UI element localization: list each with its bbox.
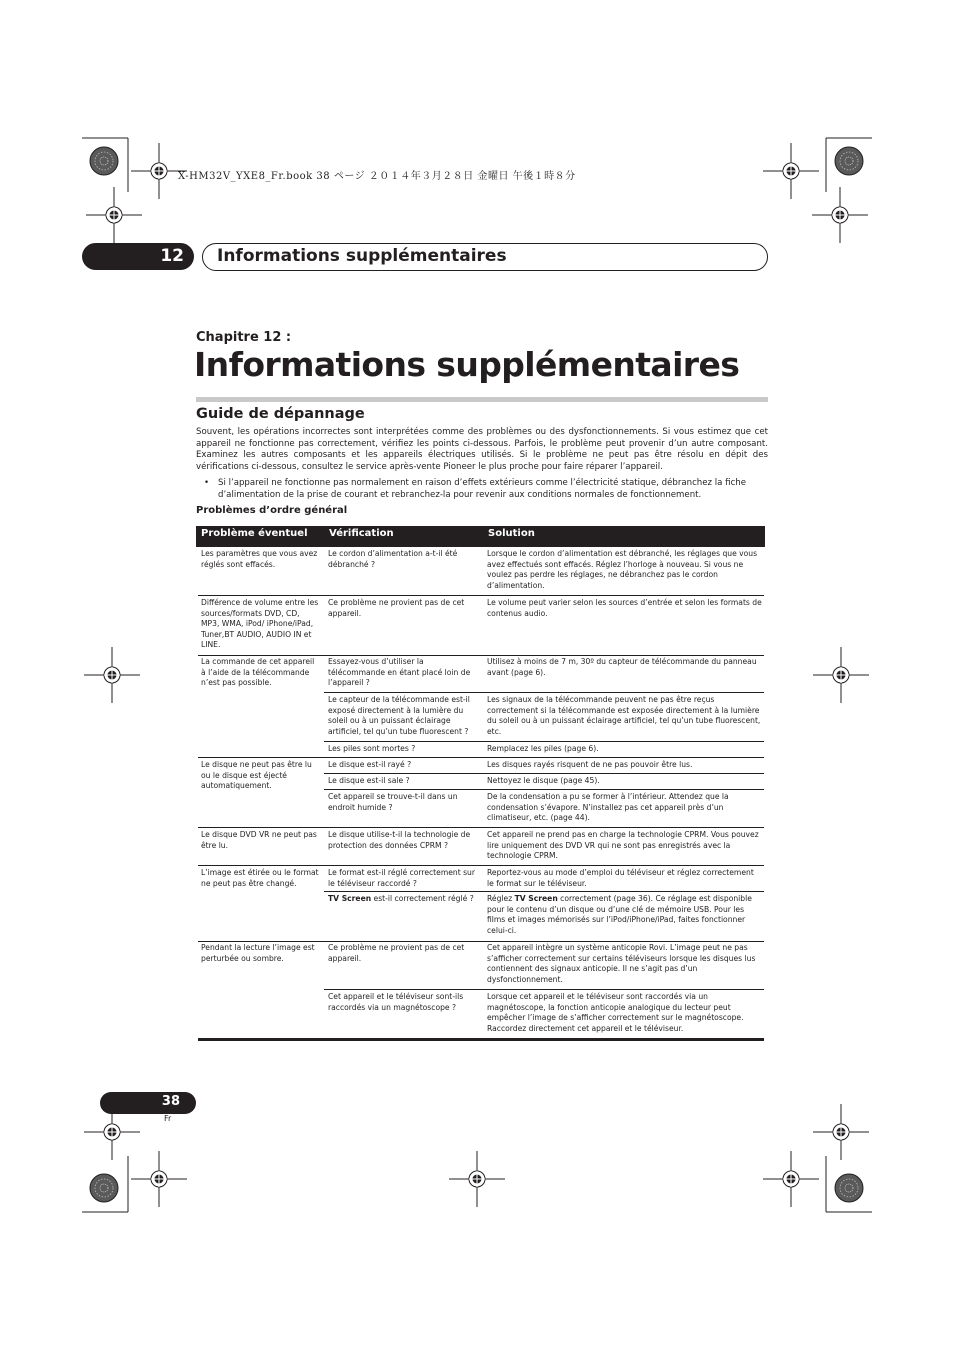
verification-cell: Le capteur de la télécommande est-il exposé directement à la lumière du soleil ou à un puissant éclairage artificiel, tel qu’un tube fluorescent ? bbox=[328, 695, 470, 736]
registration-cross-mark bbox=[763, 143, 819, 199]
chapter-number: 12 bbox=[160, 246, 184, 266]
verification-cell: Le disque est-il sale ? bbox=[328, 776, 410, 785]
solution-cell: Cet appareil intègre un système anticopie Rovi. L’image peut ne pas s’afficher correctement sur certains téléviseurs lorsque les disques lus contiennent des signaux anticopie. Il ne s’agit pas d’un dysfonctionnement. bbox=[487, 943, 756, 984]
solution-cell: Reportez-vous au mode d’emploi du téléviseur et réglez correctement le format sur le téléviseur. bbox=[487, 868, 754, 888]
problem-cell: Le disque ne peut pas être lu ou le disque est éjecté automatiquement. bbox=[201, 760, 312, 791]
table-header-verification: Vérification bbox=[324, 526, 484, 547]
row-divider bbox=[324, 741, 764, 742]
registration-cross-mark bbox=[131, 1151, 187, 1207]
bullet-mark: • bbox=[204, 478, 210, 488]
table-bottom-rule bbox=[198, 1038, 764, 1041]
chapter-title-tab bbox=[202, 243, 768, 271]
row-divider bbox=[324, 891, 764, 892]
language-code: Fr bbox=[164, 1114, 172, 1123]
row-divider bbox=[198, 655, 764, 656]
verification-cell: Ce problème ne provient pas de cet appareil. bbox=[328, 598, 465, 618]
solution-cell: Nettoyez le disque (page 45). bbox=[487, 776, 600, 785]
row-divider bbox=[324, 692, 764, 693]
verification-cell: Le disque utilise-t-il la technologie de protection des données CPRM ? bbox=[328, 830, 471, 850]
verification-cell: TV Screen est-il correctement réglé ? bbox=[328, 894, 474, 903]
chapter-number-tab bbox=[82, 243, 194, 270]
page-number: 38 bbox=[161, 1094, 180, 1109]
row-divider bbox=[324, 989, 764, 990]
row-divider bbox=[324, 789, 764, 790]
table-header-solution: Solution bbox=[483, 526, 765, 547]
intro-paragraph: Souvent, les opérations incorrectes sont interprétées comme des problèmes ou des dysfonctionnements. Si vous estimez que cet appareil ne fonctionne pas correctement, vérifiez les points ci-dessous. Parfois, le problème peut provenir d’un autre composant. Examinez les autres composants et les appareils électriques utilisés. Si le problème ne peut pas être résolu en dépit des vérifications ci-dessous, consultez le service après-vente Pioneer le plus proche pour faire réparer l’appareil. bbox=[196, 427, 768, 473]
registration-cross-mark bbox=[813, 647, 869, 703]
solution-cell: Réglez TV Screen correctement (page 36). Ce réglage est disponible pour le contenu d’un disque ou d’une clé de mémoire USB. Pour les films et images mémorisés sur l’iPod/iPhone/iPad, faites fonctionner celui-ci. bbox=[487, 894, 752, 935]
row-divider bbox=[198, 941, 764, 942]
setting-name: TV Screen bbox=[514, 894, 558, 903]
registration-cross-mark bbox=[813, 1104, 869, 1160]
verification-cell: Cet appareil se trouve-t-il dans un endroit humide ? bbox=[328, 792, 458, 812]
page-title: Informations supplémentaires bbox=[194, 345, 740, 384]
title-rule bbox=[196, 397, 768, 402]
registration-cross-mark bbox=[86, 187, 142, 243]
solution-cell: Remplacez les piles (page 6). bbox=[487, 744, 599, 753]
registration-cross-mark bbox=[763, 1151, 819, 1207]
bullet-text: Si l’appareil ne fonctionne pas normalement en raison d’effets extérieurs comme l’électricité statique, débranchez la fiche d’alimentation de la prise de courant et rebranchez-la pour revenir aux conditions normales de fonctionnement. bbox=[218, 478, 747, 500]
verification-cell: Essayez-vous d’utiliser la télécommande en étant placé loin de l’appareil ? bbox=[328, 657, 471, 688]
problem-cell: L’image est étirée ou le format ne peut pas être changé. bbox=[201, 868, 319, 888]
problem-cell: Les paramètres que vous avez réglés sont effacés. bbox=[201, 549, 318, 569]
solution-cell: De la condensation a pu se former à l’intérieur. Attendez que la condensation s’évapore. N’installez pas cet appareil près d’un climatiseur, etc. (page 44). bbox=[487, 792, 729, 823]
subheading: Problèmes d’ordre général bbox=[196, 505, 348, 516]
row-divider bbox=[198, 827, 764, 828]
problem-cell: La commande de cet appareil à l’aide de la télécommande n’est pas possible. bbox=[201, 657, 315, 688]
registration-cross-mark bbox=[812, 187, 868, 243]
chapter-label: Chapitre 12 : bbox=[196, 330, 292, 345]
solution-cell: Cet appareil ne prend pas en charge la technologie CPRM. Vous pouvez lire uniquement des DVD VR qui ne sont pas enregistrés avec la technologie CPRM. bbox=[487, 830, 759, 861]
table-header-problem: Problème éventuel bbox=[196, 526, 324, 547]
problem-cell: Différence de volume entre les sources/formats DVD, CD, MP3, WMA, iPod/ iPhone/iPad, Tuner,BT AUDIO, AUDIO IN et LINE. bbox=[201, 598, 319, 650]
verification-cell: Les piles sont mortes ? bbox=[328, 744, 416, 753]
solution-cell: Les disques rayés risquent de ne pas pouvoir être lus. bbox=[487, 760, 693, 769]
row-divider bbox=[198, 865, 764, 866]
solution-cell: Lorsque cet appareil et le téléviseur sont raccordés via un magnétoscope, la fonction anticopie analogique du lecteur peut empêcher l’image de s’afficher correctement sur le magnétoscope. Raccordez directement cet appareil et le téléviseur. bbox=[487, 992, 744, 1033]
registration-cross-mark bbox=[449, 1151, 505, 1207]
solution-cell: Le volume peut varier selon les sources d’entrée et selon les formats de contenus audio. bbox=[487, 598, 762, 618]
problem-cell: Le disque DVD VR ne peut pas être lu. bbox=[201, 830, 317, 850]
verification-cell: Ce problème ne provient pas de cet appareil. bbox=[328, 943, 465, 963]
verification-cell: Cet appareil et le téléviseur sont-ils raccordés via un magnétoscope ? bbox=[328, 992, 464, 1012]
row-divider bbox=[324, 773, 764, 774]
row-divider bbox=[198, 595, 764, 596]
row-divider bbox=[198, 757, 764, 758]
solution-cell: Utilisez à moins de 7 m, 30º du capteur de télécommande du panneau avant (page 6). bbox=[487, 657, 757, 677]
setting-name: TV Screen bbox=[328, 894, 372, 903]
registration-cross-mark bbox=[84, 647, 140, 703]
verification-cell: Le cordon d’alimentation a-t-il été débranché ? bbox=[328, 549, 458, 569]
problem-cell: Pendant la lecture l’image est perturbée ou sombre. bbox=[201, 943, 315, 963]
section-title: Guide de dépannage bbox=[196, 406, 365, 422]
verification-cell: Le format est-il réglé correctement sur le téléviseur raccordé ? bbox=[328, 868, 475, 888]
solution-cell: Les signaux de la télécommande peuvent ne pas être reçus correctement si la télécommande est exposée directement à la lumière du soleil ou à un puissant éclairage artificiel, tel qu’un tube fluorescent, etc. bbox=[487, 695, 761, 736]
page-number-tab bbox=[100, 1092, 196, 1114]
chapter-title: Informations supplémentaires bbox=[217, 246, 507, 266]
registration-star-mark bbox=[90, 147, 118, 175]
verification-cell: Le disque est-il rayé ? bbox=[328, 760, 412, 769]
print-header-text: X-HM32V_YXE8_Fr.book 38 ページ ２０１４年３月２８日 金曜日 午後１時８分 bbox=[178, 171, 576, 182]
registration-star-mark bbox=[835, 147, 863, 175]
registration-star-mark bbox=[835, 1174, 863, 1202]
solution-cell: Lorsque le cordon d’alimentation est débranché, les réglages que vous avez effectués sont effacés. Réglez l’horloge à nouveau. Si vous ne voulez pas perdre les réglages, ne débranchez pas le cordon d’alimentation. bbox=[487, 549, 758, 590]
registration-star-mark bbox=[90, 1174, 118, 1202]
